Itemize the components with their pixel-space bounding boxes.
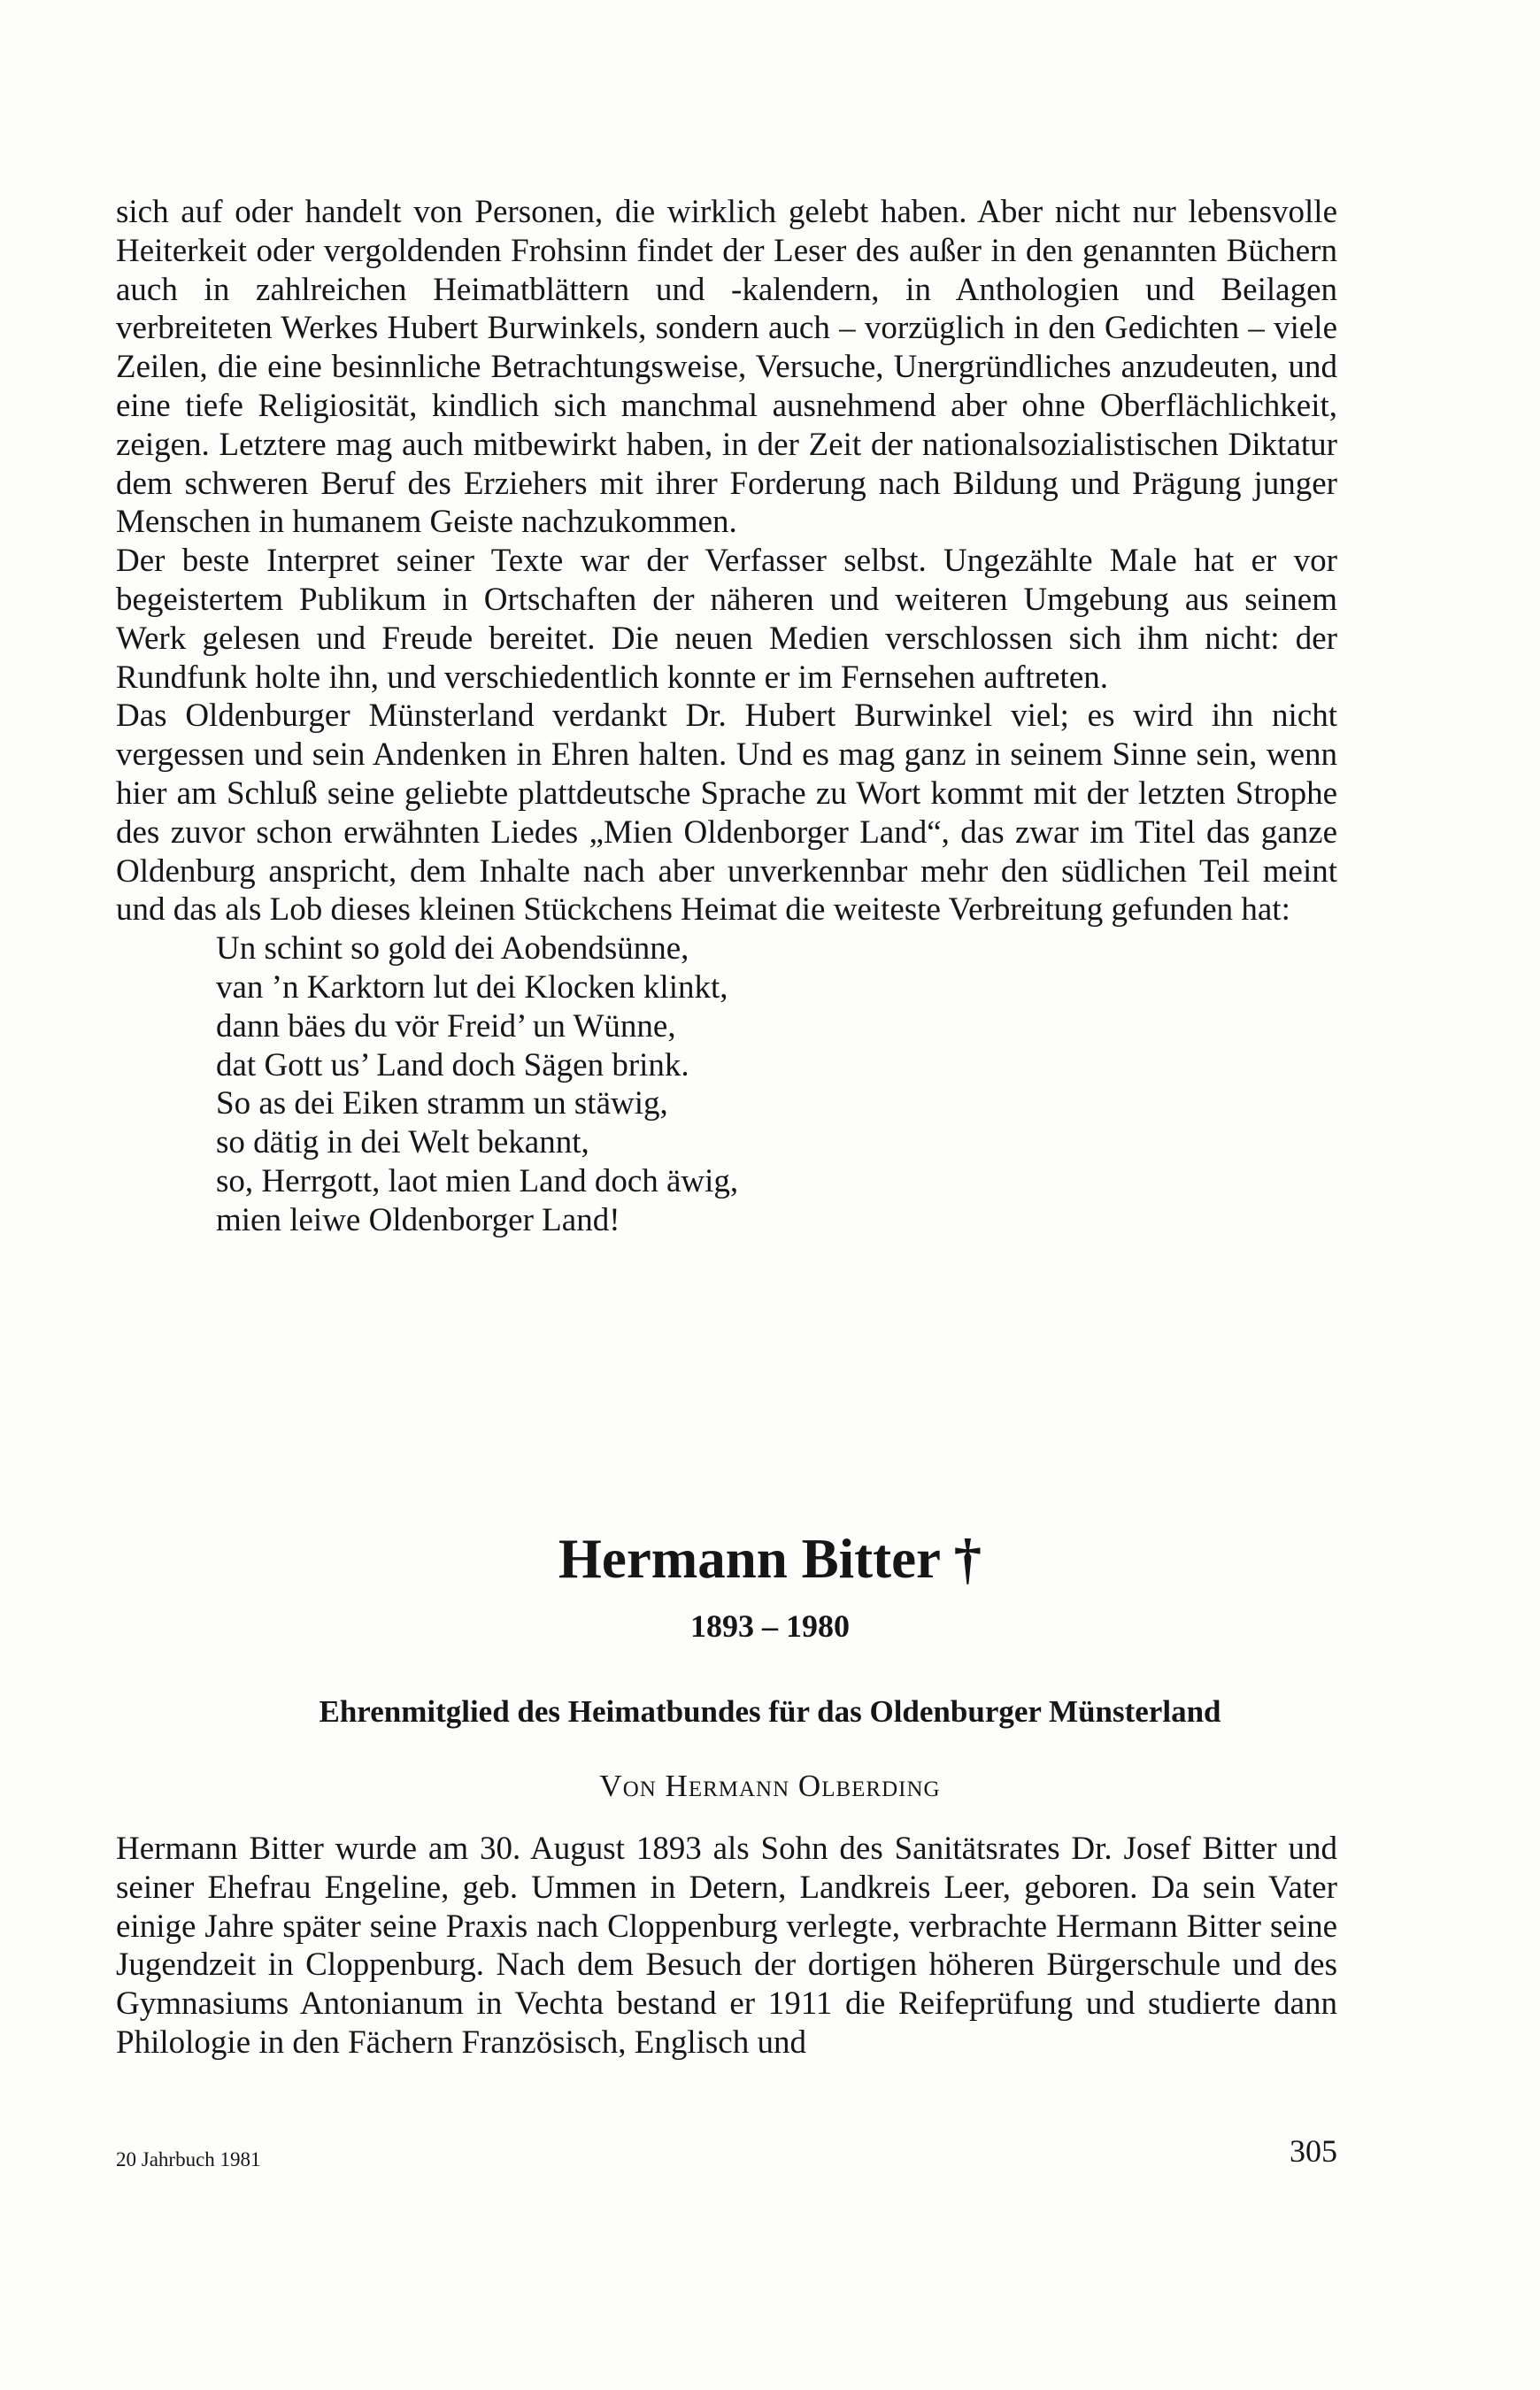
poem-line: van ’n Karktorn lut dei Klocken klinkt,: [216, 968, 728, 1006]
article-title: Hermann Bitter †: [558, 1528, 982, 1590]
paragraph: sich auf oder handelt von Personen, die wirklich gelebt haben. Aber nicht nur lebensvolle Heiterkeit oder vergoldenden Frohsinn findet der Leser des außer in den genannten Büchern auch in zahlreichen Heimatblättern und -kalendern, in Anthologien und Beilagen verbreiteten Werkes Hubert Burwinkels, sondern auch – vorzüglich in den Gedichten – viele Zeilen, die eine besinnliche Betrachtungsweise, Versuche, Unergründliches anzudeuten, und eine tiefe Religiosität, kindlich sich manchmal ausnehmend aber ohne Oberflächlichkeit, zeigen. Letztere mag auch mitbewirkt haben, in der Zeit der nationalsozialistischen Diktatur dem schweren Beruf des Erziehers mit ihrer Forderung nach Bildung und Prägung junger Menschen in humanem Geiste nachzukommen.: [116, 194, 1337, 541]
poem-line: Un schint so gold dei Aobendsünne,: [216, 930, 689, 968]
poem-line: So as dei Eiken stramm un stäwig,: [216, 1085, 668, 1122]
page-number: 305: [1290, 2133, 1337, 2169]
paragraph: Der beste Interpret seiner Texte war der Verfasser selbst. Ungezählte Male hat er vor begeistertem Publikum in Ortschaften der näheren und weiteren Umgebung aus seinem Werk gelesen und Freude bereitet. Die neuen Medien verschlossen sich ihm nicht: der Rundfunk holte ihn, und verschiedentlich konnte er im Fernsehen auftreten.: [116, 543, 1337, 696]
paragraph: Das Oldenburger Münsterland verdankt Dr. Hubert Burwinkel viel; es wird ihn nicht vergessen und sein Andenken in Ehren halten. Und es mag ganz in seinem Sinne sein, wenn hier am Schluß seine geliebte plattdeutsche Sprache zu Wort kommt mit der letzten Strophe des zuvor schon erwähnten Liedes „Mien Oldenborger Land“, das zwar im Titel das ganze Oldenburg anspricht, dem Inhalte nach aber unverkennbar mehr den südlichen Teil meint und das als Lob dieses kleinen Stückchens Heimat die weiteste Verbreitung gefunden hat:: [116, 698, 1337, 929]
poem-line: dat Gott us’ Land doch Sägen brink.: [216, 1046, 689, 1083]
poem-line: so, Herrgott, laot mien Land doch äwig,: [216, 1162, 739, 1199]
footer-signature: 20 Jahrbuch 1981: [116, 2148, 261, 2170]
article-author: Von Hermann Olberding: [599, 1769, 941, 1803]
article-years: 1893 – 1980: [690, 1608, 850, 1644]
article-body-section: [116, 1830, 1337, 2062]
article-body-paragraph: Hermann Bitter wurde am 30. August 1893 als Sohn des Sanitätsrates Dr. Josef Bitter und seiner Ehefrau Engeline, geb. Ummen in Detern, Landkreis Leer, geboren. Da sein Vater einige Jahre später seine Praxis nach Cloppenburg verlegte, verbrachte Hermann Bitter seine Jugendzeit in Cloppenburg. Nach dem Besuch der dortigen höheren Bürgerschule und des Gymnasiums Antonianum in Vechta bestand er 1911 die Reifeprüfung und studierte dann Philologie in den Fächern Französisch, Englisch und: [116, 1831, 1337, 2061]
article-subtitle: Ehrenmitglied des Heimatbundes für das Oldenburger Münsterland: [319, 1694, 1221, 1729]
poem-line: so dätig in dei Welt bekannt,: [216, 1124, 589, 1161]
poem-line: mien leiwe Oldenborger Land!: [216, 1201, 620, 1238]
upper-text-section: [116, 193, 1337, 1240]
poem-stanza: [116, 929, 1337, 1239]
poem-line: dann bäes du vör Freid’ un Wünne,: [216, 1007, 676, 1045]
